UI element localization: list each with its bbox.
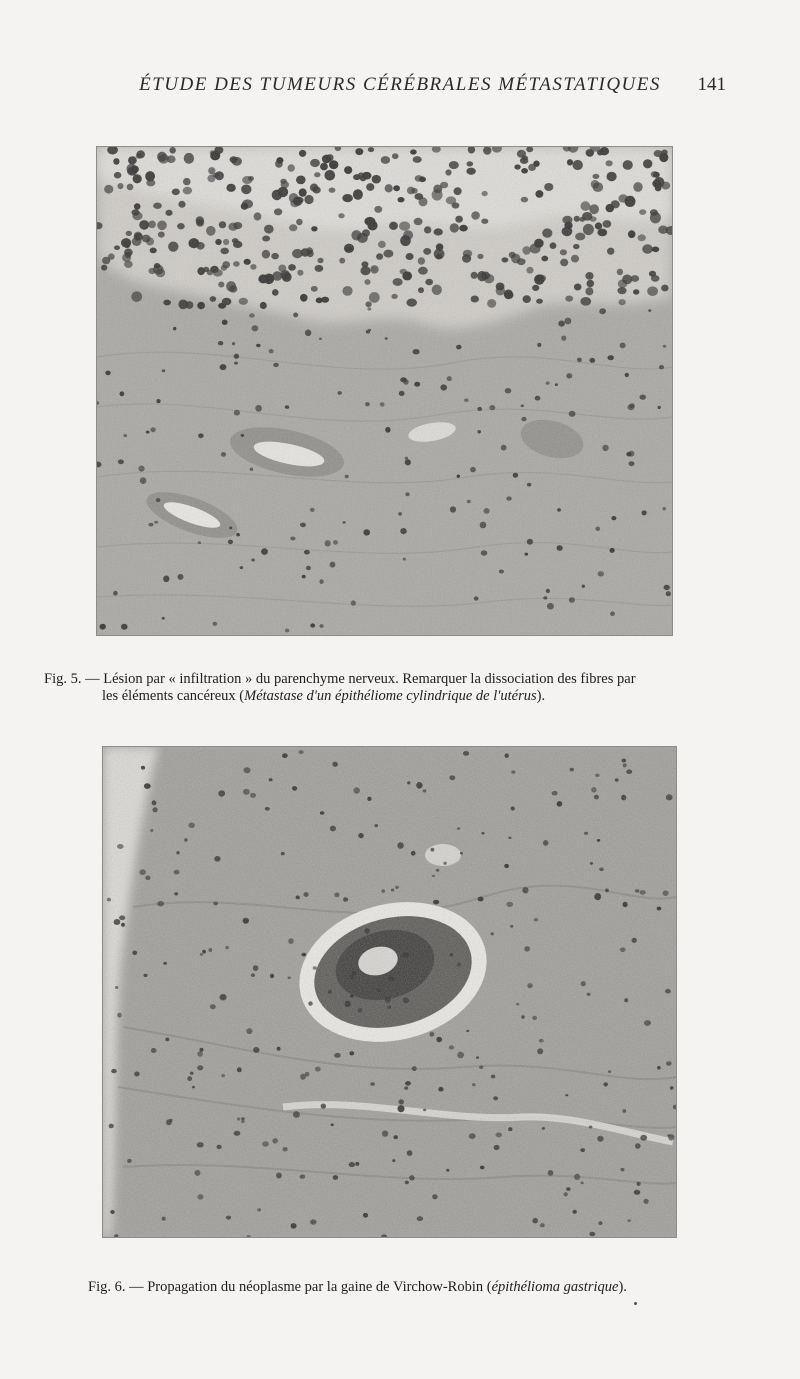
paper-speck — [634, 1302, 637, 1305]
figure-5-caption-end: ). — [536, 687, 546, 704]
page-number: 141 — [697, 74, 726, 95]
figure-6-image — [103, 747, 676, 1237]
figure-6-caption-end: ). — [618, 1278, 627, 1295]
running-head — [0, 74, 800, 104]
figure-6-caption-italic: épithélioma gastrique — [491, 1278, 619, 1295]
figure-6-label: Fig. 6. — [88, 1278, 126, 1295]
running-title: ÉTUDE DES TUMEURS CÉRÉBRALES MÉTASTATIQUES — [139, 74, 661, 95]
figure-5-image — [97, 147, 672, 635]
figure-5-caption-text: — Lésion par « infiltration » du parenchyme nerveux. Remarquer la dissociation des fibres par — [81, 670, 636, 687]
figure-5-caption-text-2: les éléments cancéreux ( — [102, 687, 245, 704]
figure-6-micrograph — [103, 747, 676, 1237]
figure-5-label: Fig. 5. — [44, 670, 82, 687]
figure-5-micrograph — [97, 147, 672, 635]
figure-6-caption — [88, 1279, 728, 1296]
figure-5-caption-italic: Métastase d'un épithéliome cylindrique de l'utérus — [244, 687, 537, 704]
figure-6-caption-text: — Propagation du néoplasme par la gaine de Virchow-Robin ( — [125, 1278, 492, 1295]
figure-5-caption — [44, 671, 744, 705]
